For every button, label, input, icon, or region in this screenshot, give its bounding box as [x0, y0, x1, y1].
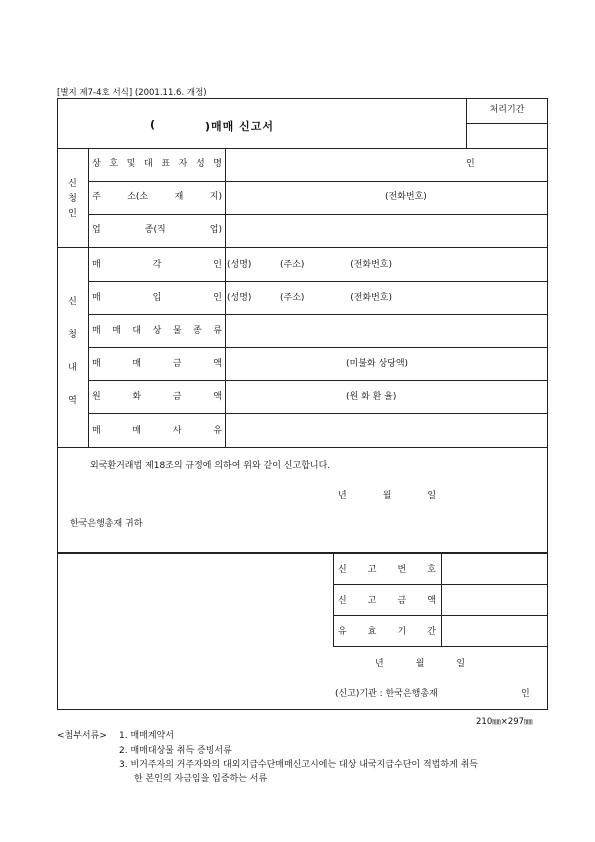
buyer-hints: (성명) (주소) (전화번호): [227, 293, 393, 303]
applicant-section-label: 신 청 인: [68, 179, 77, 219]
attachments-heading: <첨부서류>: [57, 731, 107, 741]
processing-period-label: 처리기간: [489, 105, 525, 115]
report-amount-field[interactable]: [442, 585, 547, 615]
attachment-item-continued: 한 본인의 자금임을 입증하는 서류: [134, 774, 268, 784]
business-type-field[interactable]: [226, 215, 548, 247]
report-date: 년 월 일: [375, 659, 466, 669]
paper-size: 210㎜×297㎜: [476, 717, 533, 727]
object-type-field[interactable]: [226, 315, 548, 347]
label-valid-period: 유 효 기 간: [338, 627, 436, 637]
attachment-item: 3. 비거주자의 거주자와의 대외지급수단매매신고시에는 대상 내국지급수단이 적법하게 취득: [119, 760, 478, 770]
title-paren-open: (: [150, 118, 157, 131]
representative-name-field[interactable]: [226, 149, 548, 181]
phone-hint: (전화번호): [385, 192, 427, 202]
report-divider: [333, 553, 334, 646]
authority-seal: 인: [521, 689, 530, 699]
label-object-type: 매 매 대 상 물 종 류: [92, 326, 222, 336]
seller-hints: (성명) (주소) (전화번호): [227, 260, 393, 270]
report-number-field[interactable]: [442, 554, 547, 584]
label-business-type: 업 종(직 업): [92, 225, 222, 235]
section-divider: [88, 148, 89, 447]
label-representative-name: 상 호 및 대 표 자 성 명: [92, 159, 222, 169]
declaration-date: 년 월 일: [338, 491, 437, 501]
form-number: [별지 제7-4호 서식] (2001.11.6. 개정): [57, 88, 207, 98]
declaration-statement: 외국환거래법 제18조의 규정에 의하여 위와 같이 신고합니다.: [90, 461, 331, 471]
usd-equivalent-hint: (미불화 상당액): [346, 359, 409, 369]
row-line: [333, 646, 548, 647]
attachment-item: 1. 매매계약서: [119, 731, 174, 741]
addressee: 한국은행총재 귀하: [70, 519, 143, 529]
label-trade-amount: 매 매 금 액: [92, 359, 222, 369]
details-section-label: 신 청 내 역: [68, 297, 77, 406]
label-trade-reason: 매 매 사 유: [92, 426, 222, 436]
exchange-rate-hint: (원 화 환 율): [346, 392, 397, 402]
page-title: )매매 신고서: [205, 120, 274, 133]
section-line: [57, 447, 548, 448]
label-report-number: 신 고 번 호: [338, 565, 436, 575]
label-report-amount: 신 고 금 액: [338, 596, 436, 606]
report-authority: (신고)기관 : 한국은행총재: [335, 689, 438, 699]
valid-period-field[interactable]: [442, 616, 547, 646]
label-seller: 매 각 인: [92, 260, 222, 270]
label-buyer: 매 입 인: [92, 293, 222, 303]
processing-period-field[interactable]: [467, 124, 547, 147]
label-address: 주 소(소 재 지): [92, 192, 222, 202]
trade-reason-field[interactable]: [226, 414, 548, 447]
seal-mark: 인: [466, 159, 475, 169]
label-krw-amount: 원 화 금 액: [92, 392, 222, 402]
attachment-item: 2. 매매대상물 취득 증빙서류: [119, 746, 232, 756]
